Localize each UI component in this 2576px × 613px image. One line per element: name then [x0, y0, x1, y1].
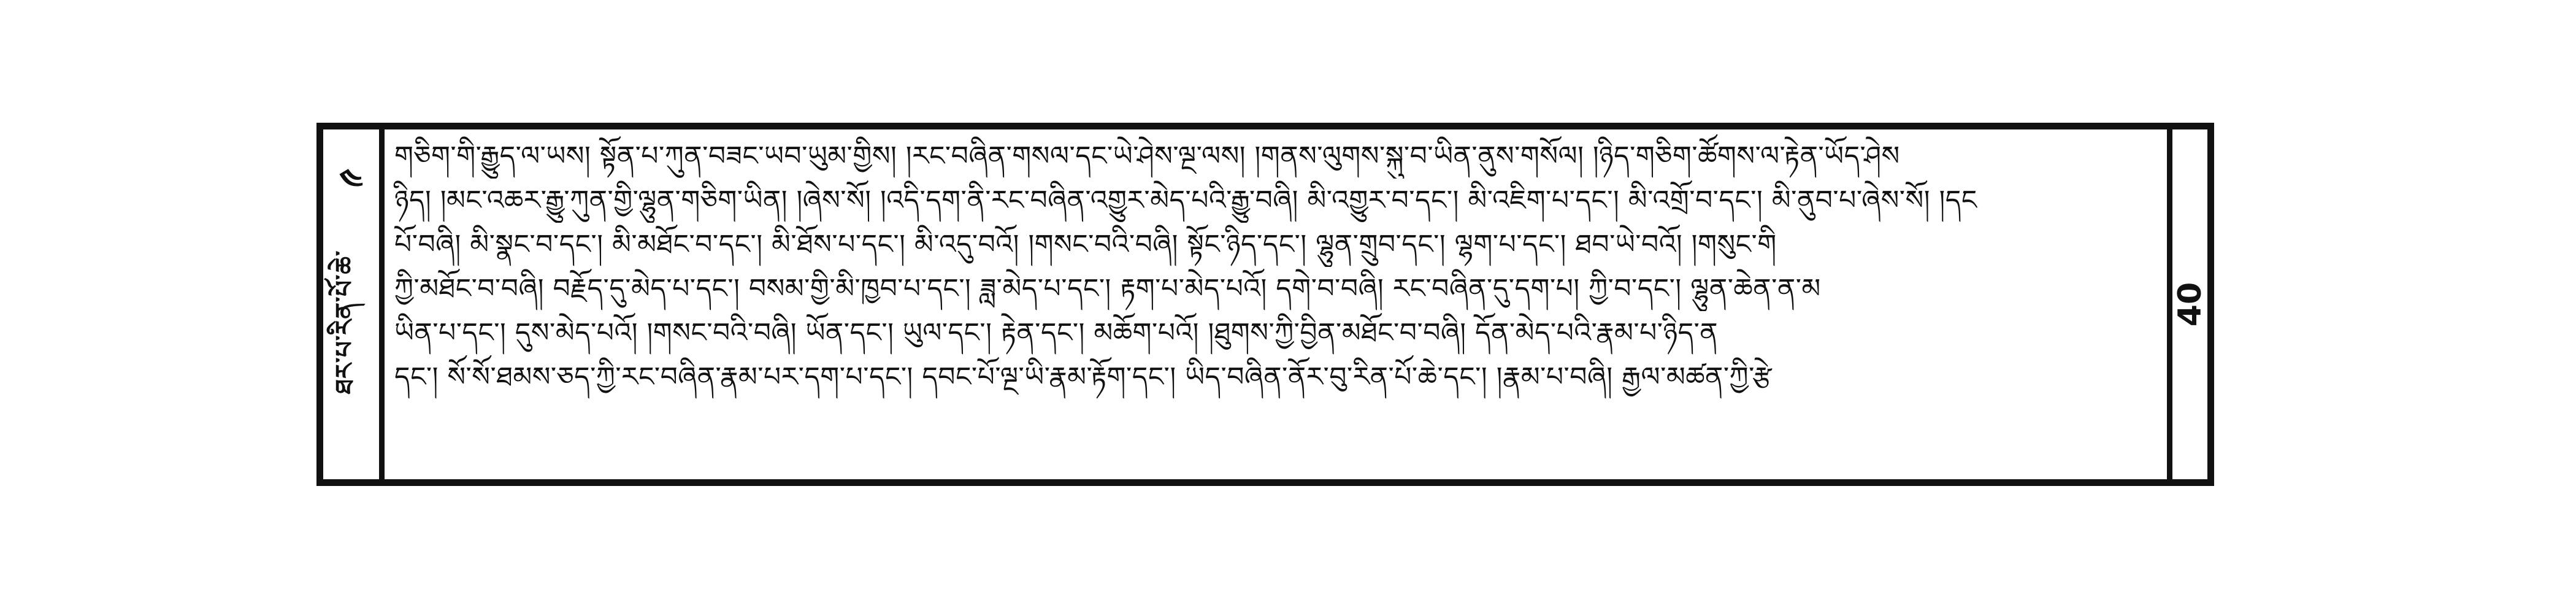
text-line-1: གཅིག་གི་རྒྱུད་ལ་ཡས། སྟོན་པ་ཀུན་བཟང་ཡབ་ཡུམ་གྱིས། །རང་བཞིན་གསལ་དང་ཡེ་ཤེས་ལྔ་ལས། །གནས་ལུགས་སྐུ་བ་ཡིན་ནུས་གསོལ། །ཉིད་གཅིག་ཚོགས་ལ་རྟེན་ཡོད་ཤེས — [394, 141, 1900, 172]
right-margin — [2167, 129, 2207, 479]
left-margin — [323, 129, 385, 479]
text-block — [389, 134, 2167, 474]
text-line-5: ཡིན་པ་དང་། དུས་མེད་པའོ། །གསང་བའི་བཞི། ཡོན་དང་། ཡུལ་དང་། རྟེན་དང་། མཆོག་པའོ། །ཐུགས་ཀྱི་བྱིན་མཐོང་བ་བཞི། དོན་མེད་པའི་རྣམ་པ་ཉིད་ན — [394, 317, 1719, 349]
text-line-6: དང་། སོ་སོ་ཐམས་ཅད་ཀྱི་རང་བཞིན་རྣམ་པར་དག་པ་དང་། དབང་པོ་ལྔ་ཡི་རྣམ་རྟོག་དང་། ཡིད་བཞིན་ནོར་བུ་རིན་པོ་ཆེ་དང་། །རྣམ་པ་བཞི། རྒྱལ་མཚན་ཀྱི་རྩེ — [394, 361, 1773, 393]
page-number: 40 — [2171, 282, 2209, 327]
scripture-folio — [316, 123, 2214, 486]
text-line-4: ཀྱི་མཐོང་བ་བཞི། བརྗོད་དུ་མེད་པ་དང་། བསམ་གྱི་མི་ཁྱབ་པ་དང་། ཟླ་མེད་པ་དང་། རྟག་པ་མེད་པའོ། དགེ་བ་བཞི། རང་བཞིན་དུ་དག་པ། ཀྱི་བ་དང་། ལྷུན་ཆེན་ན་མ — [394, 273, 1821, 304]
leaf-numeral: ༤ — [339, 161, 363, 202]
margin-title: ཐར་པ་རིན་པོ་ཆེ་ — [331, 250, 359, 394]
text-line-3: པོ་བཞི། མི་སྣང་བ་དང་། མི་མཐོང་བ་དང་། མི་ཐོས་པ་དང་། མི་འདུ་བའོ། །གསང་བའི་བཞི། སྟོང་ཉིད་དང་། ལྷུན་གྲུབ་དང་། ལྷག་པ་དང་། ཐབ་ཡེ་བའོ། །གསུང་གི — [394, 229, 1777, 260]
text-line-2: ཉིད། །མང་འཆར་རྒྱུ་ཀུན་གྱི་ལྷུན་གཅིག་ཡིན། །ཞེས་སོ། །འདི་དག་ནི་རང་བཞིན་འགྱུར་མེད་པའི་རྒྱུ་བཞི། མི་འགྱུར་བ་དང་། མི་འཇིག་པ་དང་། མི་འགྲོ་བ་དང་། མི་ནུབ་པ་ཞེས་སོ། །དང — [394, 185, 1977, 216]
